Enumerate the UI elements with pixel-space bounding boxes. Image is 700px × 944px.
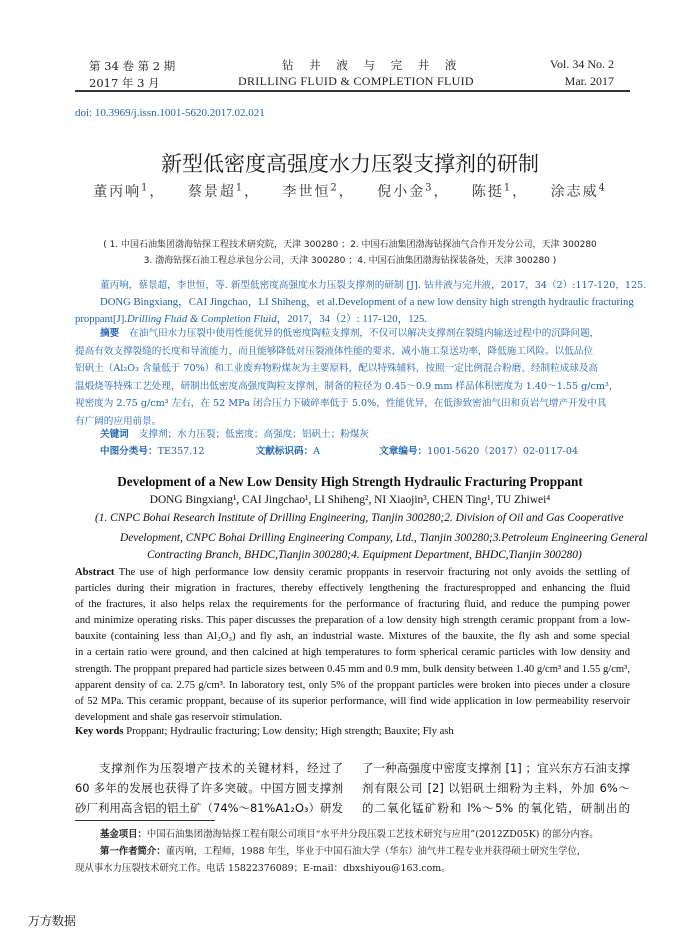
footnote-fund	[100, 826, 599, 840]
body-line: 60 多年的发展也获得了许多突破。中国方圆支撑剂	[75, 781, 343, 795]
author-cn: 倪小金	[377, 184, 426, 200]
abstract-en-line: particles during their migration in fractures, thereby effectively lengthening the fracturespropped and enhancing the fluid	[75, 583, 630, 595]
citation-journal: Drilling Fluid & Completion Fluid	[126, 313, 277, 325]
abstract-cn-line: 视密度为 2.75 g/cm³ 左右，在 52 MPa 闭合压力下破碎率低于 5.0%，性能优异，在低渗致密油气田和页岩气增产开发中具	[75, 398, 607, 409]
abstract-cn-label: 摘要	[100, 328, 120, 339]
author-cn: 涂志威	[550, 184, 599, 200]
classification-row	[100, 443, 578, 457]
affiliation-cn-2: 3. 渤海钻探石油工程总承包分公司，天津 300280 ；4. 中国石油集团渤海钻探装备处，天津 300280 )	[143, 256, 557, 266]
authors-cn: 董丙响$^1$， 蔡景超$^1$， 李世恒$^2$， 倪小金$^3$， 陈挺$^1$， 涂志威$^4$	[93, 182, 607, 200]
citation-en-2	[75, 311, 427, 326]
footnote-author	[100, 843, 586, 857]
author-sup: 3	[425, 182, 434, 194]
issue-cn: 第 34 卷 第 2 期	[89, 59, 176, 73]
header-rule	[75, 90, 630, 92]
keywords-en-text: Proppant; Hydraulic fracturing; Low density; High strength; Bauxite; Fly ash	[126, 726, 454, 737]
doc-label: 文献标识码：	[255, 446, 314, 457]
author-sup: 1	[235, 182, 245, 194]
body-line: 支撑剂作为压裂增产技术的关键材料，经过了	[99, 761, 343, 775]
authors-en: DONG Bingxiang¹, CAI Jingchao¹, LI Shiheng², NI Xiaojin³, CHEN Ting¹, TU Zhiwei⁴	[149, 494, 551, 506]
clc-value: TE357.12	[157, 446, 205, 457]
body-right-column	[362, 758, 630, 818]
abstract-en-line: strength. The proppant prepared had particle sizes between 0.45 mm and 0.9 mm, bulk density between 1.40 g/cm³ and 1.55 g/cm³,	[75, 663, 630, 675]
citation-cn: 董丙响，蔡景超，李世恒，等. 新型低密度高强度水力压裂支撑剂的研制 [J]. 钻井液与完井液，2017，34（2）:117-120，125.	[100, 280, 647, 291]
body-line: 砂厂利用高含铝的铝土矿（74%～81%A1₂O₃）研发	[75, 801, 343, 815]
citation-prefix: proppant[J].	[75, 313, 127, 325]
abstract-cn-line: 在油气田水力压裂中使用性能优异的低密度陶粒支撑剂，不仅可以解决支撑剂在裂缝内输送过程中的沉降问题，	[129, 328, 600, 339]
date-cn: 2017 年 3 月	[89, 76, 160, 90]
abstract-en-line: of the fractures, it also helps relax the requirements for the performance of fracturing fluid, and reduce the pumping power	[75, 599, 630, 611]
author-label: 第一作者简介：	[100, 846, 166, 857]
body-line: 的二氧化锰矿粉和 l%～5% 的氧化锆，研制出的	[362, 801, 630, 815]
watermark: 万方数据	[28, 914, 77, 928]
journal-en: DRILLING FLUID & COMPLETION FLUID	[238, 74, 474, 88]
doc-value: A	[313, 446, 321, 457]
author-cn: 蔡景超	[187, 184, 236, 200]
affiliation-en-1: (1. CNPC Bohai Research Institute of Drilling Engineering, Tianjin 300280;2. Division of Oil and Gas Cooperative	[95, 512, 624, 524]
fund-label: 基金项目：	[100, 829, 147, 840]
keywords-en-label: Key words	[75, 726, 124, 737]
abstract-en-label: Abstract	[75, 567, 115, 578]
footnote-rule	[75, 820, 215, 821]
abstract-en-line: The use of high performance low density ceramic proppants in reservoir fracturing not only avoids the settling of	[118, 567, 630, 578]
art-label: 文章编号：	[379, 446, 428, 457]
doi[interactable]: doi: 10.3969/j.issn.1001-5620.2017.02.021	[75, 107, 265, 119]
date-en: Mar. 2017	[564, 74, 614, 88]
fund-text: 中国石油集团渤海钻探工程有限公司项目“水平井分段压裂工艺技术研究与应用”(2012ZD05K) 的部分内容。	[146, 829, 599, 840]
author-sup: 1	[141, 182, 150, 194]
author-sup: 2	[330, 182, 339, 194]
keywords-cn	[100, 426, 369, 440]
abstract-en-line: in a certain ratio were ground, and then calcined at high temperatures to form spherical ceramic particles with low density and	[75, 647, 630, 659]
keywords-cn-label: 关键词	[100, 429, 129, 440]
abstract-en-line: of 52 MPa. This ceramic proppant, because of its superior performance, will find wide application in low permeability reservoir	[75, 695, 630, 707]
affiliation-en-3: Contracting Branch, BHDC,Tianjin 300280;4. Equipment Department, BHDC,Tianjin 300280)	[147, 549, 582, 561]
body-line: 了一种高强度中密度支撑剂 [1] ；宜兴东方石油支撑	[362, 761, 630, 775]
title-en: Development of a New Low Density High Strength Hydraulic Fracturing Proppant	[117, 474, 583, 489]
footnote-author-2: 现从事水力压裂技术研究工作。电话 15822376089；E-mail：dbxshiyou@163.com。	[75, 863, 451, 874]
art-value: 1001-5620（2017）02-0117-04	[427, 446, 579, 457]
clc-label: 中图分类号：	[100, 446, 158, 457]
author-cn: 陈挺	[471, 184, 504, 200]
keywords-en	[75, 726, 454, 737]
abstract-cn-line: 温煅烧等特殊工艺处理，研制出低密度高强度陶粒支撑剂，制备的粒径为 0.45～0.9 mm 样品体积密度为 1.40～1.55 g/cm³，	[75, 380, 619, 392]
page-title-cn: 新型低密度高强度水力压裂支撑剂的研制	[161, 152, 539, 176]
author-cn: 李世恒	[282, 184, 331, 200]
abstract-cn-line: 提高有效支撑裂缝的长度和导流能力，而且能够降低对压裂液体性能的要求，减小施工泵送功率，降低施工风险。以低品位	[75, 345, 594, 357]
journal-cn: 钻 井 液 与 完 井 液	[282, 58, 463, 72]
abstract-en	[75, 565, 630, 726]
body-left-column	[75, 758, 343, 818]
author-cn: 董丙响	[93, 184, 142, 200]
keywords-cn-text: 支撑剂；水力压裂；低密度；高强度；铝矾土；粉煤灰	[138, 429, 370, 440]
abstract-cn-line: 铝矾土（Al₂O₃ 含量低于 70%）和工业废弃物粉煤灰为主要原料，配以特殊辅料，按照一定比例混合粉磨、经制粒成球及高	[75, 363, 599, 374]
abstract-en-line: and minimize operating risks. This paper discusses the preparation of a low density high strength ceramic proppant from a low-	[75, 615, 630, 627]
author-sup: 1	[503, 182, 513, 194]
volume-en: Vol. 34 No. 2	[549, 57, 614, 71]
citation-suffix: ，2017，34（2）: 117-120，125.	[276, 313, 427, 325]
affiliation-en-2: Development, CNPC Bohai Drilling Engineering Company, Ltd., Tianjin 300280;3.Petroleum Engineering General	[120, 532, 648, 544]
abstract-cn	[75, 325, 630, 430]
body-line: 剂有限公司 [2] 以铝矾土细粉为主料，外加 6%～	[362, 781, 630, 795]
abstract-en-line: apparent density of ca. 2.75 g/cm³. In laboratory test, only 5% of the proppant particles were broken into pieces under a closure	[75, 679, 630, 691]
abstract-en-line: development and shale gas reservoir stimulation.	[75, 711, 283, 723]
author-sup: 4	[598, 182, 607, 194]
abstract-cn-line: 有广阔的应用前景。	[75, 415, 162, 427]
affiliation-cn-1: ( 1. 中国石油集团渤海钻探工程技术研究院，天津 300280 ；2. 中国石油集团渤海钻探油气合作开发分公司，天津 300280	[103, 240, 597, 250]
citation-en-1: DONG Bingxiang，CAI Jingchao，LI Shiheng，et al.Development of a new low density high strength hydraulic fracturing	[100, 296, 634, 308]
abstract-en-line: bauxite (containing less than Al₂O₃) and fly ash, an industrial waste. Mixtures of the bauxite, the fly ash and some special	[75, 631, 630, 643]
author-text: 董丙响，工程师，1988 年生，毕业于中国石油大学（华东）油气井工程专业并获得硕士研究生学位，	[165, 846, 587, 857]
